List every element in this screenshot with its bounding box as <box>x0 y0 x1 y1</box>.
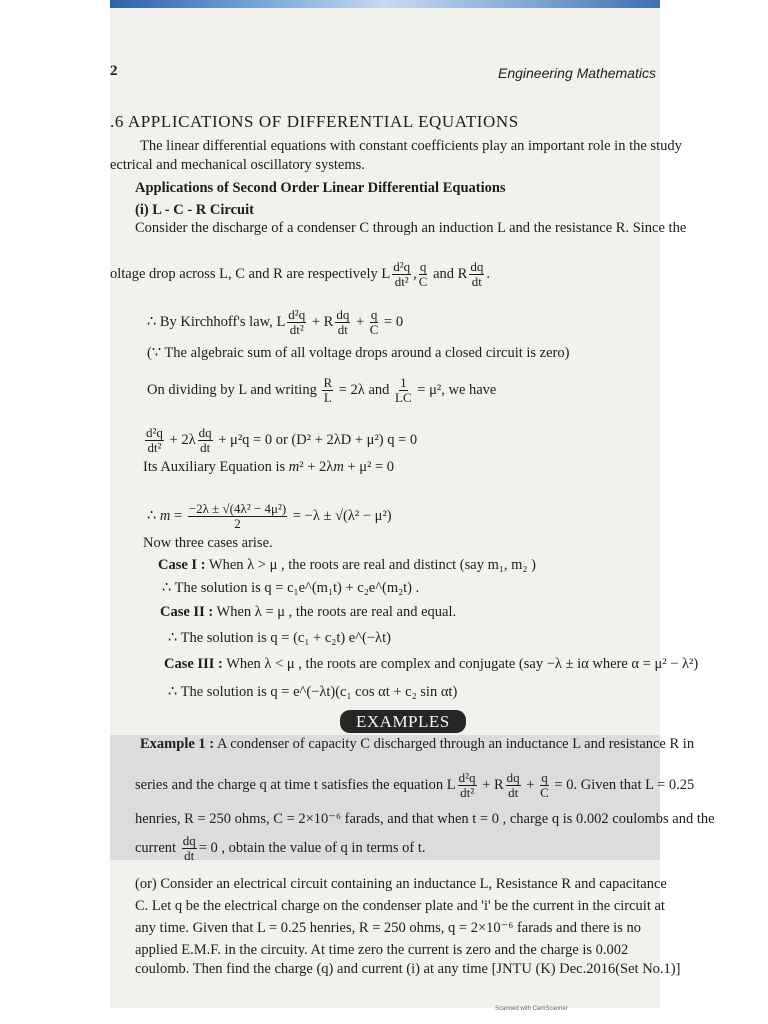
case-3-text: When λ < μ , the roots are complex and conjugate (say −λ ± iα where α = μ² − λ²) <box>226 656 699 672</box>
case-1-text: When λ > μ , the roots are real and distinct (say m₁, m₂ ) <box>208 557 536 573</box>
example-1-label: Example 1 : <box>140 736 215 752</box>
kirchhoff-text: ∴ By Kirchhoff's law, <box>147 313 273 330</box>
alt-line-5: coulomb. Then find the charge (q) and current (i) at any time [JNTU (K) Dec.2016(Set No.1)] <box>135 961 681 977</box>
scanner-watermark: Scanned with CamScanner <box>495 1006 568 1012</box>
section-title: .6 APPLICATIONS OF DIFFERENTIAL EQUATIONS <box>110 112 519 131</box>
circuit-heading: (i) L - C - R Circuit <box>135 202 254 218</box>
case-1-solution: ∴ The solution is q = c₁e^(m₁t) + c₂e^(m₂t) . <box>162 580 420 596</box>
alt-line-4: applied E.M.F. in the circuity. At time zero the current is zero and the charge is 0.002 <box>135 942 629 958</box>
page-number: 2 <box>110 63 118 79</box>
dividing-text: On dividing by L and writing <box>147 381 317 398</box>
voltage-drop-line: oltage drop across L, C and R are respectively L $\frac{\text{d²q}}{\text{dt²}}$ , $\frac{q}{C}$ and R $\frac{dq}{dt}$ . <box>110 259 490 289</box>
intro-line-2: ectrical and mechanical oscillatory systems. <box>110 157 365 173</box>
case-1-label: Case I : <box>158 557 206 573</box>
case-3-solution: ∴ The solution is q = e^(−λt)(c₁ cos αt + c₂ sin αt) <box>168 684 458 700</box>
intro-line-1: The linear differential equations with constant coefficients play an important role in the study <box>140 138 682 154</box>
examples-badge: EXAMPLES <box>340 710 466 733</box>
case-2-label: Case II : <box>160 604 214 620</box>
example-1-text-1: A condenser of capacity C discharged through an inductance L and resistance R in <box>216 736 695 752</box>
example-1-line-1 <box>140 736 694 753</box>
case-2-text: When λ = μ , the roots are real and equal. <box>216 604 457 620</box>
alt-line-1: (or) Consider an electrical circuit containing an inductance L, Resistance R and capacitance <box>135 876 667 892</box>
alt-line-2: C. Let q be the electrical charge on the condenser plate and 'i' be the current in the circuit at <box>135 898 665 914</box>
voltage-text: oltage drop across L, C and R are respectively <box>110 265 378 282</box>
case-3 <box>164 656 698 673</box>
consider-text: Consider the discharge of a condenser C through an induction L and the resistance R. Since the <box>135 220 687 236</box>
algebraic-note: (∵ The algebraic sum of all voltage drops around a closed circuit is zero) <box>147 345 570 361</box>
examples-badge-wrap <box>340 712 466 732</box>
example-1-text-4a: current <box>135 839 177 856</box>
aux-text: Its Auxiliary Equation is <box>143 459 286 475</box>
top-edge-strip <box>110 0 660 8</box>
example-1-line-2: series and the charge q at time t satisfies the equation L $\frac{\text{d²q}}{\text{dt²}}$ + R $\frac{dq}{dt}$ + $\frac{q}{C}$ = 0. Given that L = 0.25 <box>135 770 695 800</box>
case-2 <box>160 604 456 621</box>
example-1-line-4: current $\frac{dq}{dt}$ = 0 , obtain the value of q in terms of t. <box>135 833 426 863</box>
running-title: Engineering Mathematics <box>498 65 656 81</box>
we-have-text: , we have <box>441 381 497 398</box>
alt-line-3: any time. Given that L = 0.25 henries, R = 250 ohms, q = 2×10⁻⁶ farads and there is no <box>135 920 641 936</box>
auxiliary-line: Its Auxiliary Equation is m² + 2λm + μ² = 0 <box>143 459 395 475</box>
book-page <box>110 8 715 1008</box>
case-3-label: Case III : <box>164 656 223 672</box>
example-1-line-3: henries, R = 250 ohms, C = 2×10⁻⁶ farads, and that when t = 0 , charge q is 0.002 coulombs and the <box>135 811 715 827</box>
example-1-text-2b: . Given that L = 0.25 <box>573 776 695 793</box>
case-2-solution: ∴ The solution is q = (c₁ + c₂t) e^(−λt) <box>168 630 391 646</box>
case-1 <box>158 557 536 574</box>
example-1-text-4b: = 0 , obtain the value of q in terms of t. <box>198 839 426 856</box>
ode-equation: $\frac{\text{d²q}}{\text{dt²}}$ + 2λ $\frac{dq}{dt}$ + μ²q = 0 or (D² + 2λD + μ²) q = 0 <box>146 425 418 455</box>
cases-intro: Now three cases arise. <box>143 535 273 551</box>
example-1-text-2a: series and the charge q at time t satisfies the equation <box>135 776 444 793</box>
roots-equation: ∴ m = $\frac{\text{−2λ ± √(4λ² − 4μ²)}}{2}$ = −λ ± √(λ² − μ²) <box>147 501 392 531</box>
dividing-line: On dividing by L and writing $\frac{R}{L}$ = 2λ and $\frac{1}{LC}$ = μ², we have <box>147 375 497 405</box>
subheading: Applications of Second Order Linear Differential Equations <box>135 180 506 196</box>
kirchhoff-line: ∴ By Kirchhoff's law, L $\frac{\text{d²q}}{\text{dt²}}$ + R $\frac{dq}{dt}$ + $\frac{q}{C}$ = 0 <box>147 307 404 337</box>
